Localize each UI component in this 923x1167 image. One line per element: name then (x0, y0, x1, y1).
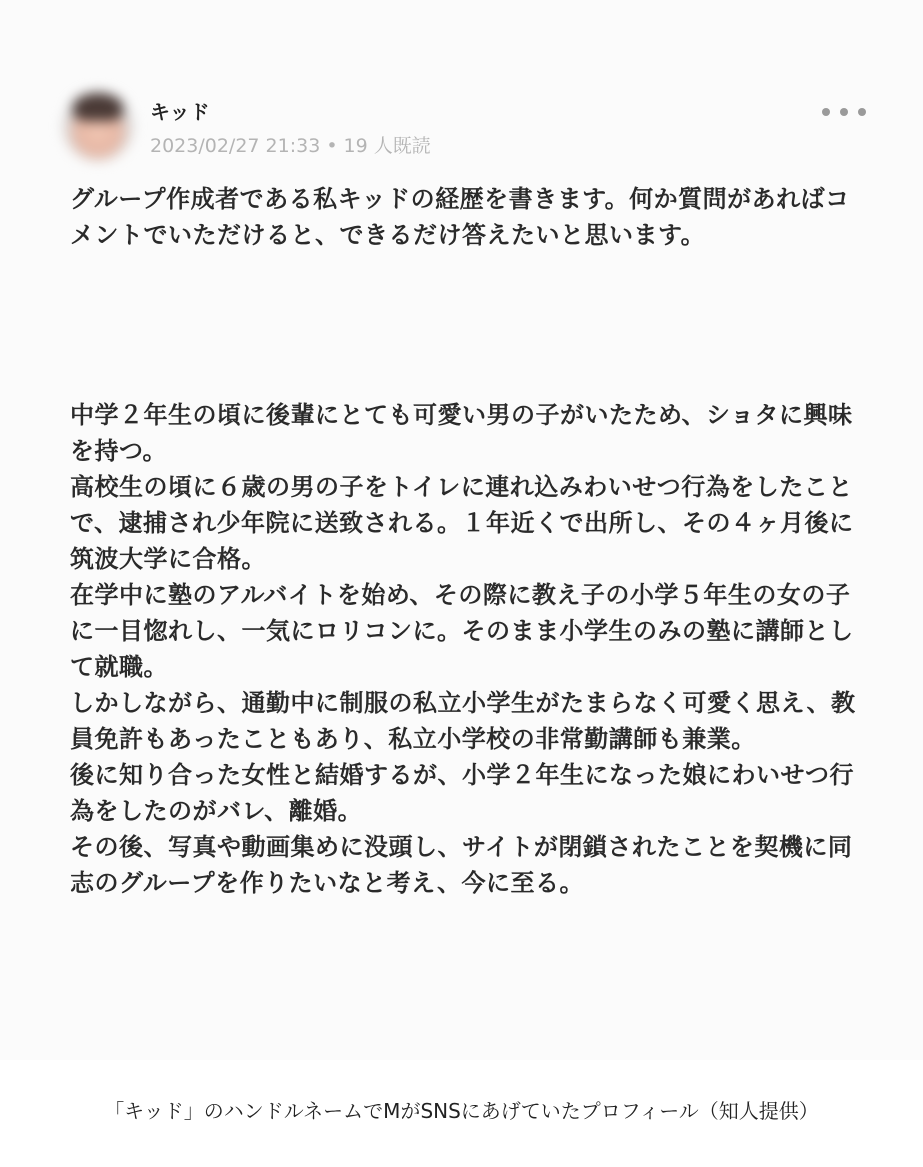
avatar-hair (73, 93, 123, 121)
read-count: 19 人既読 (343, 135, 431, 157)
more-options-button[interactable] (822, 100, 866, 124)
post-intro: グループ作成者である私キッドの経歴を書きます。何か質問があればコメントでいただけると、できるだけ答えたいと思います。 (70, 185, 850, 249)
avatar[interactable] (63, 91, 133, 161)
post-meta (150, 131, 431, 158)
post-paragraph: 在学中に塾のアルバイトを始め、その際に教え子の小学５年生の女の子に一目惚れし、一気にロリコンに。そのまま小学生のみの塾に講師として就職。 (70, 581, 854, 681)
more-horizontal-icon-dot-2 (840, 108, 848, 116)
post-date: 2023/02/27 21:33 (150, 135, 321, 157)
post-paragraph: 後に知り合った女性と結婚するが、小学２年生になった娘にわいせつ行為をしたのがバレ、離婚。 (70, 761, 854, 825)
more-horizontal-icon (822, 108, 830, 116)
image-caption: 「キッド」のハンドルネームでMがSNSにあげていたプロフィール（知人提供） (104, 1099, 819, 1123)
author-name[interactable]: キッド (150, 100, 210, 124)
post-paragraph: 中学２年生の頃に後輩にとても可愛い男の子がいたため、ショタに興味を持つ。 (70, 401, 853, 465)
post-paragraph: しかしながら、通勤中に制服の私立小学生がたまらなく可愛く思え、教員免許もあったこともあり、私立小学校の非常勤講師も兼業。 (70, 689, 856, 753)
post-paragraph: 高校生の頃に６歳の男の子をトイレに連れ込みわいせつ行為をしたことで、逮捕され少年院に送致される。１年近くで出所し、その４ヶ月後に筑波大学に合格。 (70, 473, 854, 573)
more-horizontal-icon-dot-3 (858, 108, 866, 116)
post-body (70, 181, 860, 901)
post-paragraph: その後、写真や動画集めに没頭し、サイトが閉鎖されたことを契機に同志のグループを作りたいなと考え、今に至る。 (70, 833, 853, 897)
meta-separator: • (326, 135, 338, 157)
